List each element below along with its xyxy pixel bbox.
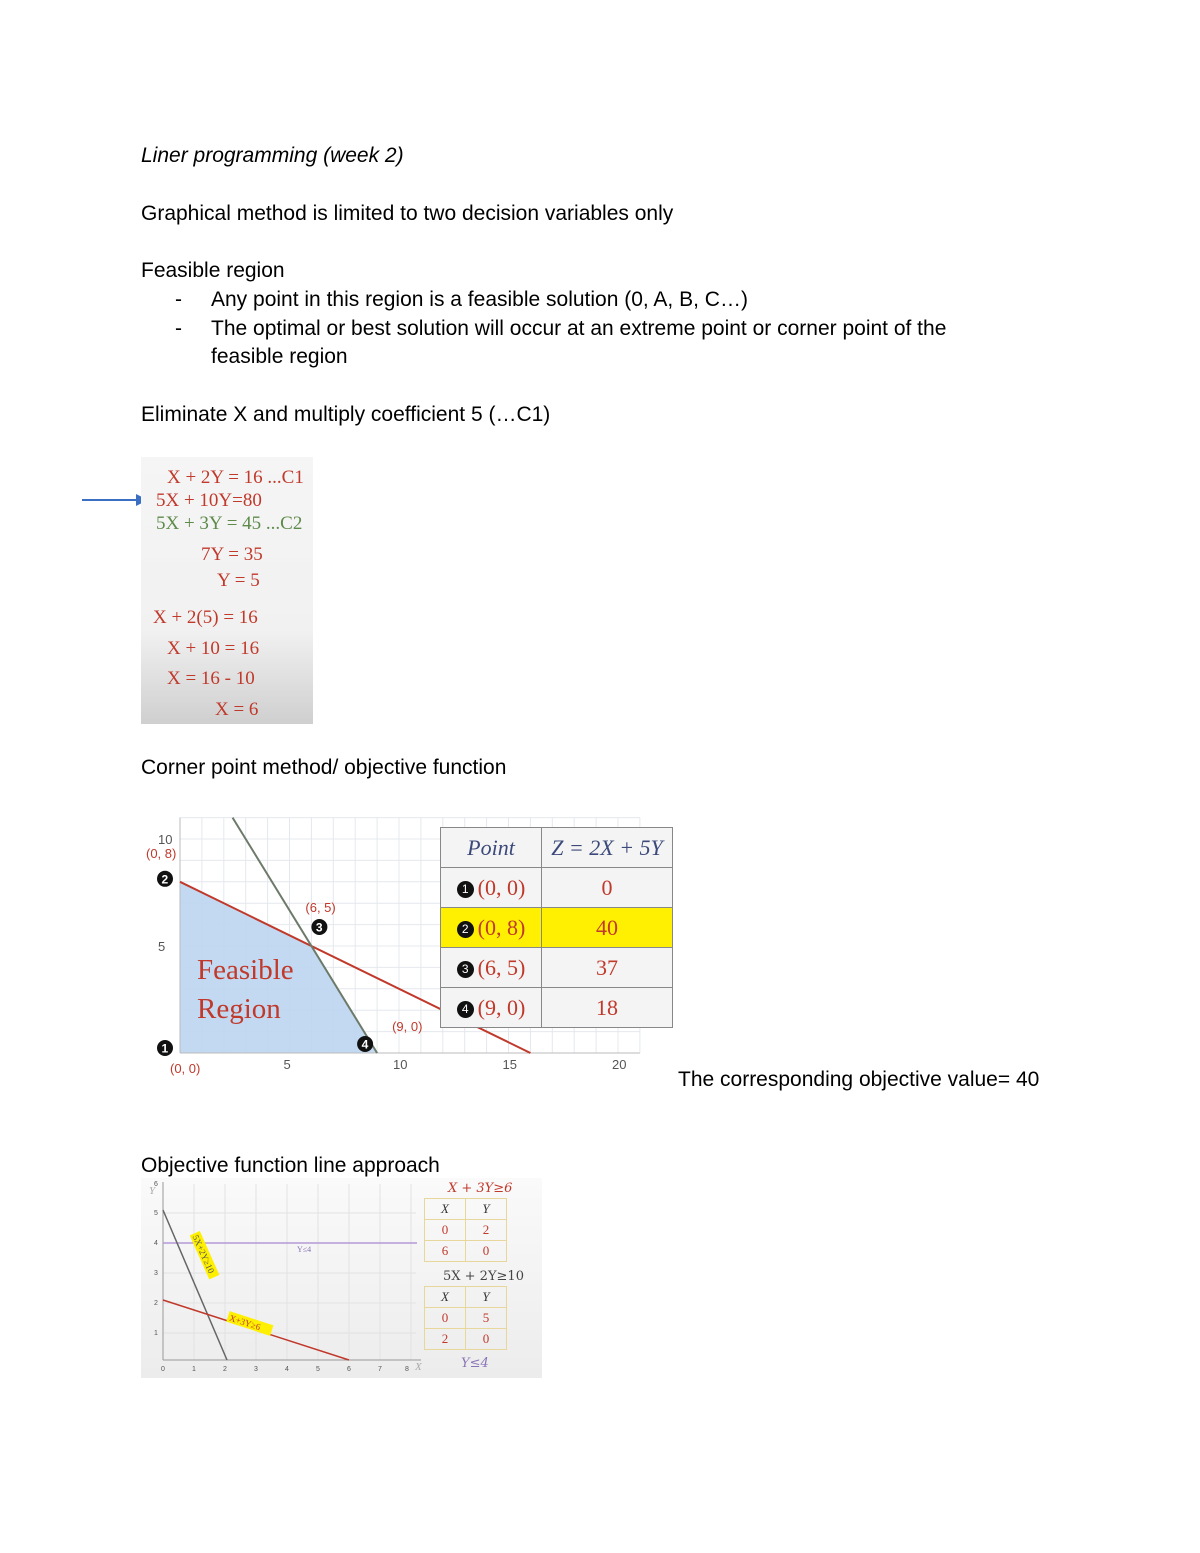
step-equation: X + 2(5) = 16: [153, 607, 258, 628]
step-equation: X + 10 = 16: [167, 638, 260, 659]
eliminate-heading: Eliminate X and multiply coefficient 5 (…C1): [141, 403, 551, 426]
z-cell: 40: [542, 908, 673, 948]
z-cell: 18: [542, 988, 673, 1028]
y-tick-label: 6: [154, 1181, 158, 1188]
table1-cell: 2: [466, 1220, 507, 1241]
feasible-heading: Feasible region: [141, 259, 285, 282]
footer-constraint: Y≤4: [461, 1356, 489, 1371]
bullet-item: The optimal or best solution will occur at an extreme point or corner point of the: [211, 317, 947, 340]
table1: [424, 1198, 507, 1262]
point-badge: 2: [457, 921, 474, 938]
elimination-image: [141, 457, 313, 724]
corner-point-table: [440, 827, 673, 1028]
step-equation: X = 16 - 10: [167, 668, 255, 689]
table2-cell: X: [425, 1287, 466, 1308]
x-tick-label: 6: [347, 1366, 351, 1373]
y-tick-label: 3: [154, 1270, 158, 1277]
table-row: [441, 868, 673, 908]
corner-heading: Corner point method/ objective function: [141, 756, 507, 779]
line-label-y-le-4: Y≤4: [297, 1245, 312, 1254]
point-badge-number: 4: [361, 1037, 369, 1052]
x-tick-label: 2: [223, 1366, 227, 1373]
table-row: [441, 988, 673, 1028]
table2: [424, 1286, 507, 1350]
table-row-highlighted: [441, 908, 673, 948]
x-tick-label: 7: [378, 1366, 382, 1373]
intro-text: Graphical method is limited to two decision variables only: [141, 202, 674, 225]
table-row: [441, 948, 673, 988]
page-title: Liner programming (week 2): [141, 144, 404, 167]
bullet-item-continued: feasible region: [211, 345, 348, 368]
objective-value-text: The corresponding objective value= 40: [678, 1068, 1040, 1091]
table-header-point: Point: [441, 828, 542, 868]
point-label: (0, 8): [146, 845, 177, 861]
table1-cell: 6: [425, 1241, 466, 1262]
x-axis-label: X: [415, 1361, 422, 1373]
y-tick-label: 1: [154, 1330, 158, 1337]
equation-scaled: 5X + 10Y=80: [156, 490, 262, 511]
point-cell: (6, 5): [477, 954, 526, 980]
bullet-dash: -: [175, 288, 182, 311]
equation-c2: 5X + 3Y = 45 ...C2: [156, 513, 303, 534]
x-tick-label: 5: [283, 1057, 291, 1072]
x-tick-label: 20: [612, 1057, 627, 1072]
x-tick-label: 1: [192, 1366, 196, 1373]
x-tick-label: 10: [393, 1057, 408, 1072]
step-equation: X = 6: [215, 699, 259, 720]
region-label: Region: [197, 993, 281, 1025]
y-tick-label: 4: [154, 1240, 158, 1247]
bullet-dash: -: [175, 317, 182, 340]
table2-cell: Y: [466, 1287, 507, 1308]
region-label: Feasible: [197, 954, 294, 986]
y-tick-label: 2: [154, 1300, 158, 1307]
z-cell: 37: [542, 948, 673, 988]
point-badge: 3: [457, 961, 474, 978]
arrow-icon: [80, 490, 150, 510]
x-tick-label: 4: [285, 1366, 289, 1373]
z-cell: 0: [542, 868, 673, 908]
x-tick-label: 15: [502, 1057, 517, 1072]
step-equation: Y = 5: [217, 570, 260, 591]
table1-cell: X: [425, 1199, 466, 1220]
line-label-x-3y: X+3Y≥6: [228, 1312, 262, 1333]
line-5x-2y: [163, 1210, 227, 1360]
equation-c1: X + 2Y = 16 ...C1: [167, 467, 304, 488]
bullet-item: Any point in this region is a feasible solution (0, A, B, C…): [211, 288, 748, 311]
point-label: (6, 5): [305, 900, 336, 915]
point-badge-number: 2: [161, 872, 169, 887]
point-badge-number: 3: [315, 920, 323, 935]
y-axis-label: Y: [149, 1185, 156, 1197]
table1-title: X + 3Y≥6: [448, 1181, 513, 1196]
point-cell: (9, 0): [477, 994, 526, 1020]
point-badge: 1: [457, 881, 474, 898]
table1-cell: 0: [425, 1220, 466, 1241]
x-tick-label: 0: [161, 1366, 165, 1373]
x-tick-label: 3: [254, 1366, 258, 1373]
y-tick-label: 10: [158, 832, 173, 847]
table2-cell: 0: [466, 1329, 507, 1350]
point-badge-number: 1: [161, 1041, 169, 1056]
y-tick-label: 5: [154, 1210, 158, 1217]
table2-title: 5X + 2Y≥10: [443, 1269, 524, 1284]
x-tick-label: 5: [316, 1366, 320, 1373]
point-cell: (0, 0): [477, 874, 526, 900]
table1-cell: Y: [466, 1199, 507, 1220]
corner-point-figure: [141, 808, 681, 1086]
table1-cell: 0: [466, 1241, 507, 1262]
x-tick-label: 8: [405, 1366, 409, 1373]
step-equation: 7Y = 35: [201, 544, 263, 565]
point-label: (0, 0): [170, 1061, 201, 1076]
table2-cell: 2: [425, 1329, 466, 1350]
point-badge: 4: [457, 1001, 474, 1018]
objective-line-figure: [141, 1178, 542, 1378]
point-label: (9, 0): [392, 1019, 423, 1034]
y-tick-label: 5: [158, 939, 166, 954]
point-cell: (0, 8): [477, 914, 526, 940]
table-header-z: Z = 2X + 5Y: [542, 828, 673, 868]
table2-cell: 0: [425, 1308, 466, 1329]
line-label-5x-2y: 5X+2Y≥10: [190, 1233, 217, 1275]
table2-cell: 5: [466, 1308, 507, 1329]
objective-line-heading: Objective function line approach: [141, 1154, 440, 1177]
